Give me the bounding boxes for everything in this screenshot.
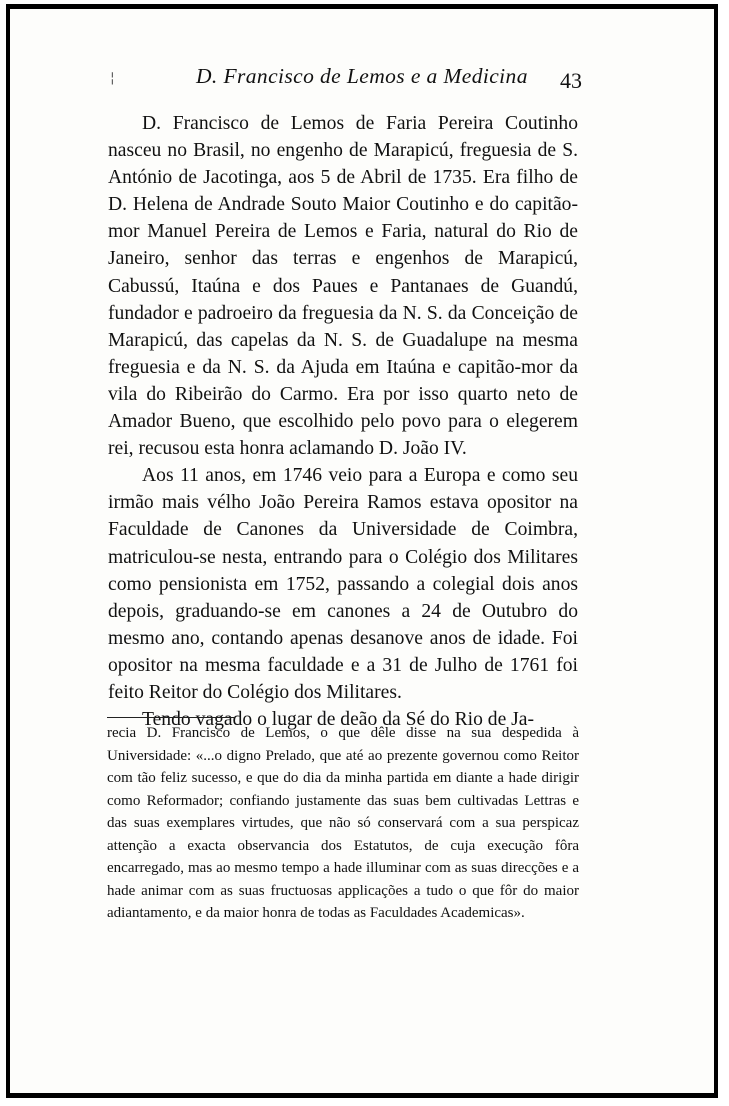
page-header — [100, 64, 594, 104]
footnote — [107, 722, 579, 925]
paragraph: Tendo vagado o lugar de deão da Sé do Rio de Ja- — [142, 709, 535, 731]
paragraph: D. Francisco de Lemos de Faria Pereira Coutinho nasceu no Brasil, no engenho de Marapicú, freguesia de S. António de Jacotinga, aos 5 de Abril de 1735. Era filho de D. Helena de Andrade Souto Maior Coutinho e do capitão-mor Manuel Pereira de Lemos e Faria, natural do Rio de Janeiro, senhor das terras e engenhos de Marapicú, Cabussú, Itaúna e dos Paues e Pantanaes de Guandú, fundador e padroeiro da freguesia da N. S. da Conceição de Marapicú, das capelas da N. S. de Guadalupe na mesma freguesia e da N. S. da Ajuda em Itaúna e capitão-mor da vila do Ribeirão do Carmo. Era por isso quarto neto de Amador Bueno, que escolhido pelo povo para o elegerem rei, recusou esta honra aclamando D. João IV. — [108, 113, 578, 460]
page-number: 43 — [560, 68, 582, 93]
running-title: D. Francisco de Lemos e a Medicina — [196, 64, 528, 88]
paragraph: Aos 11 anos, em 1746 veio para a Europa e como seu irmão mais vélho João Pereira Ramos estava opositor na Faculdade de Canones da Universidade de Coimbra, matriculou-se nesta, entrando para o Colégio dos Militares como pensionista em 1752, passando a colegial dois anos depois, graduando-se em canones a 24 de Outubro do mesmo ano, contando apenas desanove anos de idade. Foi opositor na mesma faculdade e a 31 de Julho de 1761 foi feito Reitor do Colégio dos Militares. — [108, 465, 578, 703]
body-text — [108, 110, 578, 733]
footnote-text: recia D. Francisco de Lemos, o que dêle disse na sua despedida à Universidade: «...o digno Prelado, que até ao prezente governou como Reitor com tão feliz sucesso, e que do dia da minha partida em diante a hade dirigir como Reformador; confiando justamente das suas bem cultivadas Lettras e das suas exemplares virtudes, que não só conservará com a sua perspicaz attenção a exacta observancia dos Estatutos, de cuja execução fôra encarregado, mas ao mesmo tempo a hade illuminar com as suas direcções e a hade animar com as suas fructuosas applicações a tudo o que fôr do maior adiantamento, e da maior honra de todas as Faculdades Academicas». — [107, 725, 579, 921]
margin-mark: ¦ — [110, 70, 115, 86]
footnote-divider — [107, 717, 235, 718]
